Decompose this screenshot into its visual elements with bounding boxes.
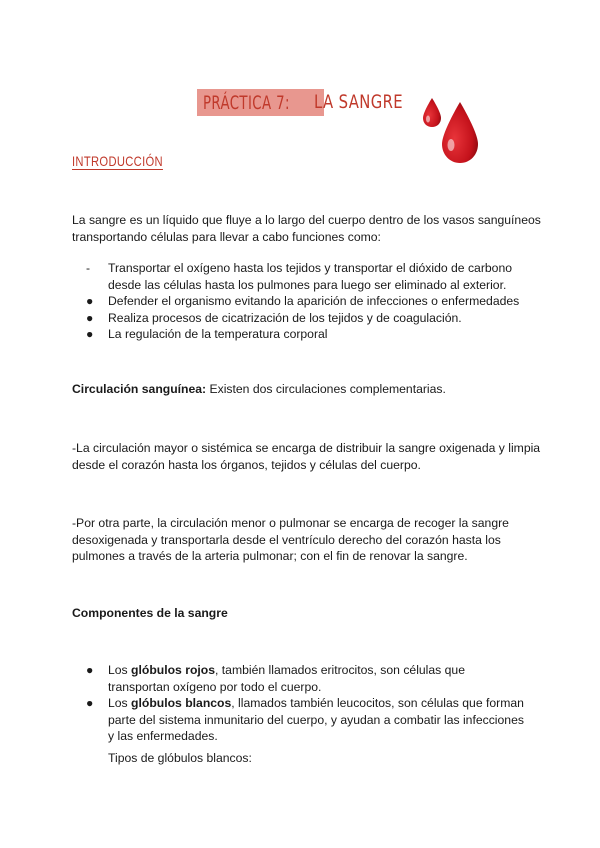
list-item: ● Realiza procesos de cicatrización de los tejidos y de coagulación. — [86, 310, 462, 325]
list-item: ● Defender el organismo evitando la aparición de infecciones o enfermedades — [86, 294, 520, 308]
functions-list — [86, 260, 526, 343]
circulation-minor: -Por otra parte, la circulación menor o pulmonar se encarga de recoger la sangre desoxigenada y transportarla desde el ventrículo derecho del corazón hasta los pulmones a través de la arteria pulmonar; con el fin de renovar la sangre. — [72, 516, 509, 563]
circulation-intro: Circulación sanguínea: Existen dos circulaciones complementarias. — [72, 382, 446, 396]
blood-drops-icon — [418, 88, 488, 168]
title-highlight — [197, 89, 324, 116]
components-heading: Componentes de la sangre — [72, 606, 228, 620]
list-marker: ● — [86, 310, 94, 325]
list-marker: ● — [86, 327, 94, 341]
small-drop — [423, 98, 441, 127]
title-part2: LA SANGRE — [314, 91, 404, 113]
list-item: ● Los glóbulos blancos, llamados también leucocitos, son células que forman parte del sistema inmunitario del cuerpo, y ayudan a combatir las infecciones y las enfermedades. — [86, 696, 524, 743]
intro-heading: INTRODUCCIÓN — [72, 153, 163, 169]
circulation-major: -La circulación mayor o sistémica se encarga de distribuir la sangre oxigenada y limpia desde el corazón hasta los órganos, tejidos y células del cuerpo. — [72, 441, 541, 472]
circulation-label: Circulación sanguínea: — [72, 382, 207, 396]
list-marker: ● — [86, 294, 94, 308]
list-item: ● Los glóbulos rojos, también llamados eritrocitos, son células que transportan oxígeno por todo el cuerpo. — [86, 663, 465, 694]
title-part1: PRÁCTICA 7: — [203, 91, 290, 114]
list-item: - Transportar el oxígeno hasta los tejidos y transportar el dióxido de carbono desde las células hasta los pulmones para luego ser eliminado al exterior. — [86, 261, 512, 292]
list-marker: - — [86, 261, 91, 275]
intro-paragraph: La sangre es un líquido que fluye a lo largo del cuerpo dentro de los vasos sanguíneos transportando células para llevar a cabo funciones como: — [72, 213, 541, 244]
wbc-types-subtitle: Tipos de glóbulos blancos: — [108, 751, 252, 765]
large-drop — [442, 102, 478, 163]
title-banner — [197, 84, 429, 120]
components-list — [86, 662, 526, 745]
list-marker: ● — [86, 696, 94, 710]
list-item: ● La regulación de la temperatura corporal — [86, 327, 328, 341]
list-marker: ● — [86, 663, 94, 677]
